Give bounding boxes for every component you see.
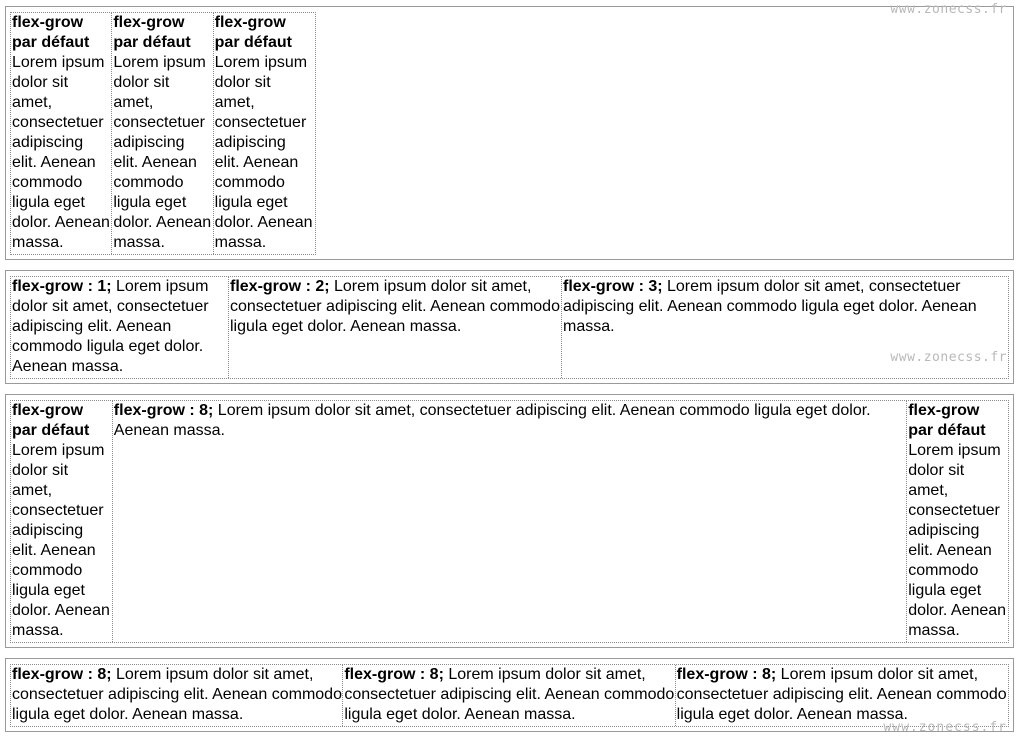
flex-item [112, 13, 213, 254]
item-text: Lorem ipsum dolor sit amet, consectetuer adipiscing elit. Aenean commodo ligula eget dolor. Aenean massa. [113, 54, 212, 251]
item-text: Lorem ipsum dolor sit amet, consectetuer adipiscing elit. Aenean commodo ligula eget dolor. Aenean massa. [12, 666, 342, 723]
item-label: flex-grow : 2; [230, 278, 330, 295]
item-label: flex-grow : 8; [676, 666, 777, 683]
demo-box-default [5, 2, 1014, 260]
flex-container-grow-8-all [10, 664, 1009, 727]
flex-item [214, 13, 315, 254]
demo-box-grow-8-center [5, 394, 1014, 648]
item-text: Lorem ipsum dolor sit amet, consectetuer adipiscing elit. Aenean commodo ligula eget dolor. Aenean massa. [12, 54, 110, 251]
item-label: flex-grow : 8; [344, 666, 444, 683]
watermark-text: www.zonecss.fr [890, 350, 1007, 365]
flex-item [11, 401, 113, 642]
item-label: flex-grow par défaut [113, 14, 191, 51]
item-text: Lorem ipsum dolor sit amet, consectetuer adipiscing elit. Aenean commodo ligula eget dolor. Aenean massa. [563, 278, 977, 335]
item-text: Lorem ipsum dolor sit amet, consectetuer adipiscing elit. Aenean commodo ligula eget dolor. Aenean massa. [344, 666, 675, 723]
item-text: Lorem ipsum dolor sit amet, consectetuer adipiscing elit. Aenean commodo ligula eget dolor. Aenean massa. [676, 666, 1007, 723]
item-text: Lorem ipsum dolor sit amet, consectetuer adipiscing elit. Aenean commodo ligula eget dolor. Aenean massa. [214, 54, 313, 251]
item-label: flex-grow par défaut [12, 14, 90, 51]
flex-item [113, 401, 907, 642]
flex-item [907, 401, 1008, 642]
watermark-text: www.zonecss.fr [883, 720, 1007, 735]
flex-container-grow-8-center [10, 400, 1009, 643]
item-label: flex-grow : 8; [113, 402, 214, 419]
item-text: Lorem ipsum dolor sit amet, consectetuer adipiscing elit. Aenean commodo ligula eget dolor. Aenean massa. [113, 402, 871, 439]
item-label: flex-grow par défaut [12, 402, 90, 439]
flex-item [11, 277, 229, 378]
item-label: flex-grow : 1; [12, 278, 112, 295]
item-text: Lorem ipsum dolor sit amet, consectetuer adipiscing elit. Aenean commodo ligula eget dolor. Aenean massa. [230, 278, 560, 335]
item-text: Lorem ipsum dolor sit amet, consectetuer adipiscing elit. Aenean commodo ligula eget dolor. Aenean massa. [908, 442, 1007, 639]
demo-box-grow-8-all [5, 658, 1014, 735]
flex-item [343, 665, 675, 726]
flex-item [676, 665, 1008, 726]
flex-container-grow-1-2-3 [10, 276, 1009, 379]
demo-box-grow-1-2-3 [5, 270, 1014, 384]
item-text: Lorem ipsum dolor sit amet, consectetuer adipiscing elit. Aenean commodo ligula eget dolor. Aenean massa. [12, 442, 110, 639]
item-label: flex-grow : 3; [563, 278, 663, 295]
item-label: flex-grow par défaut [214, 14, 292, 51]
item-label: flex-grow : 8; [12, 666, 112, 683]
flex-container-default [10, 12, 316, 255]
flex-item [11, 665, 343, 726]
item-text: Lorem ipsum dolor sit amet, consectetuer adipiscing elit. Aenean commodo ligula eget dolor. Aenean massa. [12, 278, 209, 375]
item-label: flex-grow par défaut [908, 402, 986, 439]
flex-item [229, 277, 562, 378]
flex-item [11, 13, 112, 254]
watermark-text: www.zonecss.fr [890, 2, 1007, 17]
